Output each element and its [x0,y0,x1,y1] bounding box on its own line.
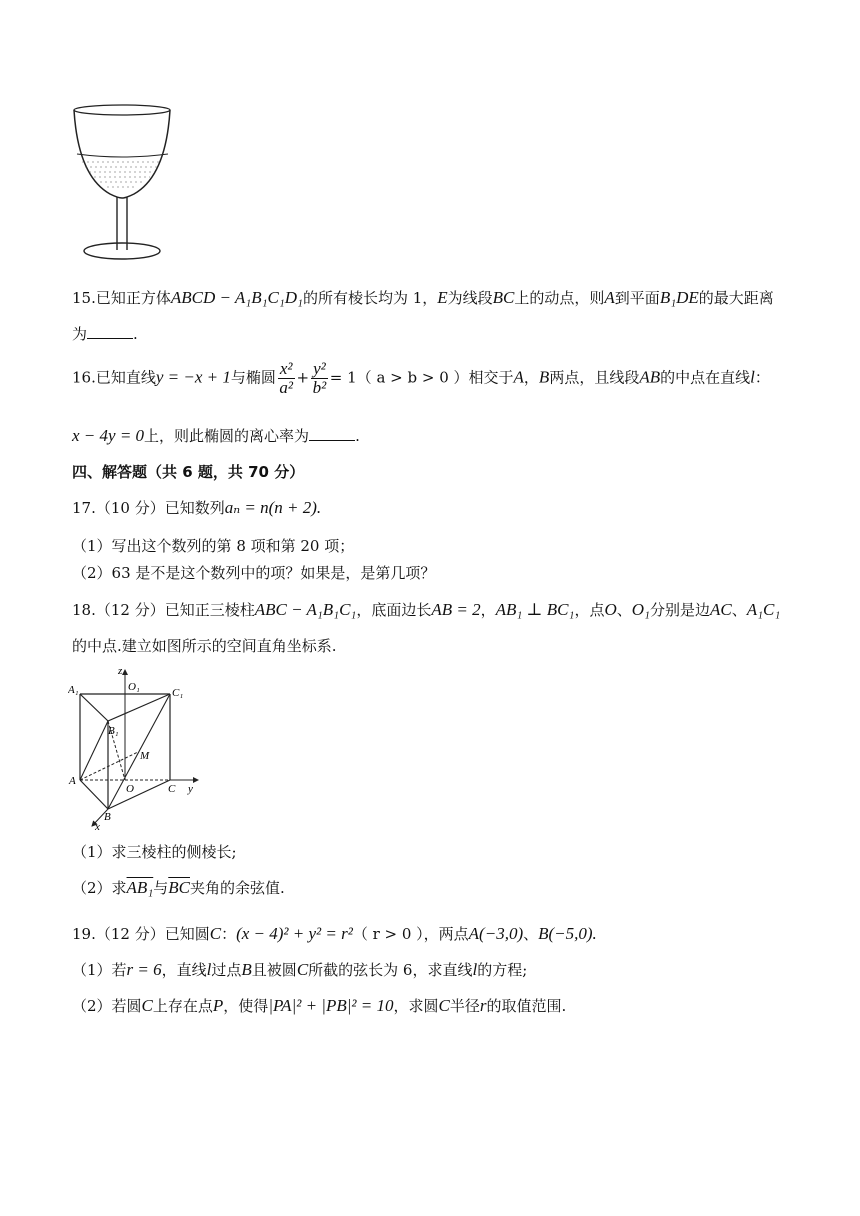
q19-l: l [206,960,212,979]
q16-line1 [72,360,770,397]
q15-text3: 上的动点，则 [514,289,605,307]
q18-vec2: $\overline{BC}$ [168,878,190,897]
q18-dun: 、 [616,601,632,619]
q19-r: r [479,996,487,1015]
q15-text4: 到平面 [614,289,660,307]
fig-label-a: A [69,775,76,787]
q19-l2: l [472,960,478,979]
q19-circle: (x − 4)² + y² = r² [236,924,353,943]
q15-text1: 的所有棱长均为 1， [302,289,438,307]
q18-text2: ，点 [574,601,605,619]
q16-line2-eq: x − 4y = 0 [72,426,145,445]
q18-part2-mid: 与 [153,879,169,897]
q16-b: B [538,367,550,387]
q18-part1: （1）求三棱柱的侧棱长; [72,843,237,861]
fig-label-y: y [188,783,193,795]
fig-label-b: B [104,811,111,823]
q16-plus: + [296,368,310,387]
q17-part1: （1）写出这个数列的第 8 项和第 20 项； [72,537,355,555]
q17-formula: aₙ = n(n + 2). [224,498,322,517]
q17-part2: （2）63 是不是这个数列中的项？如果是，是第几项？ [72,564,436,582]
q18-part2 [72,878,285,898]
q18-ac: AC [709,600,732,619]
q18-prefix: 18.（12 分）已知正三棱柱 [72,601,255,619]
q16-line2 [72,426,360,446]
q18-ab2: AB = 2 [431,600,481,619]
q17-line1 [72,498,321,518]
q16-num1: x² [279,359,293,378]
q15-text5: 的最大距离 [698,289,774,307]
q19-part1-t2: 过点 [211,961,242,979]
q18-part2-pre: （2）求 [72,879,127,897]
q19-pb: B(−5,0). [538,924,597,943]
q16-eq: = 1 [329,368,357,387]
q19-c3: C [141,996,153,1015]
q15-line2-pre: 为 [72,325,88,343]
q16-frac-y [311,360,328,397]
q16-comma: ， [523,368,539,387]
fig-label-o1: O₁ [128,681,140,693]
q19-pa: A(−3,0) [468,924,524,943]
q18-o1: O₁ [631,600,650,619]
q18-line1 [72,600,780,620]
fig-label-m: M [140,750,150,762]
q19-part1-pre: （1）若 [72,961,127,979]
q19-b: B [241,960,252,979]
q19-p: P [212,996,224,1015]
q15-e: E [437,288,448,307]
q19-c: C [209,924,222,943]
q15-bc: BC [492,288,515,307]
q16-prefix: 16.已知直线 [72,368,156,387]
q19-line1 [72,924,597,944]
q19-c2: C [296,960,309,979]
q17-prefix: 17.（10 分）已知数列 [72,499,225,517]
q19-part1-t5: 的方程; [477,961,528,979]
q19-part1-mid: ，直线 [161,961,207,979]
q16-den1: a² [279,378,294,397]
q18-sep: ， [480,601,496,619]
q16-text1: 与椭圆 [230,368,276,387]
q15-answer-blank[interactable] [87,324,133,339]
q19-r6: r = 6 [126,960,162,979]
q19-part1-t3: 且被圆 [251,961,297,979]
q19-part2 [72,996,566,1016]
q15-a: A [604,288,615,307]
q18-o: O [604,600,617,619]
q19-part2-t4: 半径 [449,997,480,1015]
q19-part2-t2: ，使得 [223,997,269,1015]
q18-text3: 分别是边 [649,601,710,619]
q19-colon: ： [221,925,237,943]
q16-text3: 的中点在直线 [660,368,751,387]
q15-prefix: 15.已知正方体 [72,289,171,307]
q16-cond: （ a > b > 0 ）相交于 [356,368,514,387]
q19-prefix: 19.（12 分）已知圆 [72,925,210,943]
q18-text1: ，底面边长 [356,601,432,619]
q16-line2-text: 上，则此椭圆的离心率为 [144,427,310,445]
q18-vec1: AB₁ [126,878,154,897]
section4-title: 四、解答题（共 6 题，共 70 分） [72,463,305,481]
q16-den2: b² [312,378,327,397]
q15-line1 [72,288,774,308]
q18-dun2: 、 [731,601,747,619]
q15-line2 [72,324,138,344]
q19-part2-pre: （2）若圆 [72,997,142,1015]
q15-line2-post: . [133,325,138,343]
q16-line2-post: . [355,427,360,445]
q18-a1c1: A₁C₁ [746,600,781,619]
q16-a: A [513,367,524,387]
q19-part1-t4: 所截的弦长为 6，求直线 [308,961,473,979]
q19-part1 [72,960,527,980]
q16-line-eq: y = −x + 1 [155,367,231,387]
q19-dun: 、 [523,925,539,943]
q19-cond: （ r > 0 ），两点 [352,925,469,943]
q16-text2: 两点，且线段 [549,368,640,387]
q19-part2-t1: 上存在点 [152,997,213,1015]
fig-label-z: z [118,665,123,677]
q16-frac-x [278,360,295,397]
fig-label-c: C [168,783,176,795]
q18-perp: AB₁ ⊥ BC₁ [495,600,575,619]
q18-part2-post: 夹角的余弦值. [189,879,285,897]
q18-line2: 的中点.建立如图所示的空间直角坐标系. [72,637,337,655]
fig-label-a1: A₁ [68,684,79,696]
fig-label-o: O [126,783,134,795]
q15-plane: B₁DE [659,288,699,307]
q16-answer-blank[interactable] [309,426,355,441]
q15-cube: ABCD − A₁B₁C₁D₁ [170,288,303,307]
q16-ab: AB [639,367,661,387]
q19-part2-t5: 的取值范围. [486,997,567,1015]
q16-l: l [750,367,755,387]
q18-prism: ABC − A₁B₁C₁ [254,600,357,619]
goblet-figure [60,96,180,264]
q16-num2: y² [313,359,326,378]
fig-label-b1: B₁ [108,725,119,737]
q15-text2: 为线段 [447,289,493,307]
q19-c4: C [438,996,450,1015]
fig-label-x: x [95,821,100,832]
prism-figure [68,664,208,832]
q19-sumeq: |PA|² + |PB|² = 10 [268,996,394,1015]
fig-label-c1: C₁ [172,687,184,699]
q19-part2-t3: ，求圆 [393,997,439,1015]
q16-colon: ： [754,368,770,387]
